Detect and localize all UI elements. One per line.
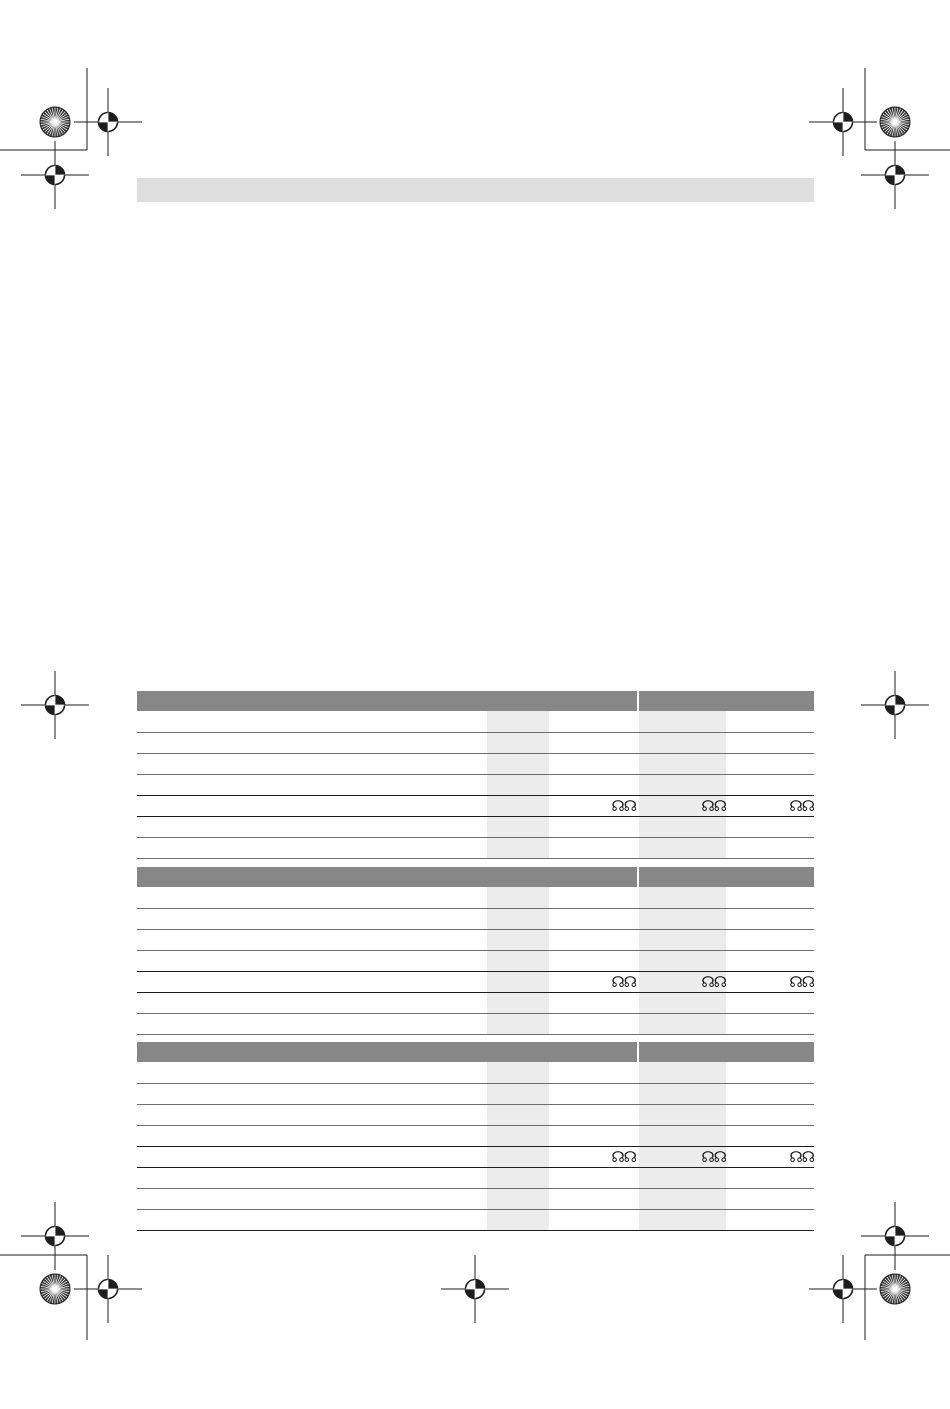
table-head-right: [639, 1042, 814, 1062]
table-row: [137, 1083, 814, 1084]
table-head-right: [639, 691, 814, 711]
shaded-column-1: [487, 711, 549, 858]
table-row: [137, 858, 814, 859]
table-row: [137, 971, 814, 972]
table-row: [137, 1013, 814, 1014]
table-row: [137, 1146, 814, 1147]
table-row: [137, 795, 814, 796]
table-row: [137, 816, 814, 817]
table-row: [137, 732, 814, 733]
table-row: [137, 950, 814, 951]
shaking-hands-symbol-icon: ☊☊: [701, 1148, 726, 1166]
spec-table-2: [137, 867, 814, 1034]
shaking-hands-symbol-icon: ☊☊: [701, 797, 726, 815]
table-row: [137, 1167, 814, 1168]
table-row: [137, 1188, 814, 1189]
table-head-left: [137, 1042, 637, 1062]
table-row: [137, 774, 814, 775]
shaded-column-1: [487, 887, 549, 1034]
shaking-hands-symbol-icon: ☊☊: [701, 973, 726, 991]
spec-table-1: [137, 691, 814, 859]
shaded-column-2: [639, 887, 726, 1034]
spec-table-3: [137, 1042, 814, 1226]
table-row: [137, 1034, 814, 1035]
table-head-left: [137, 867, 637, 887]
table-row: [137, 1230, 814, 1231]
table-row: [137, 992, 814, 993]
table-row: [137, 1125, 814, 1126]
shaded-column-2: [639, 711, 726, 858]
shaking-hands-symbol-icon: ☊☊: [611, 1148, 636, 1166]
shaking-hands-symbol-icon: ☊☊: [611, 797, 636, 815]
shaking-hands-symbol-icon: ☊☊: [611, 973, 636, 991]
table-row: [137, 837, 814, 838]
shaking-hands-symbol-icon: ☊☊: [789, 973, 814, 991]
shaking-hands-symbol-icon: ☊☊: [789, 1148, 814, 1166]
page-header-band: [137, 178, 814, 202]
table-head-left: [137, 691, 637, 711]
shaking-hands-symbol-icon: ☊☊: [789, 797, 814, 815]
table-row: [137, 908, 814, 909]
table-row: [137, 1209, 814, 1210]
table-row: [137, 1104, 814, 1105]
table-row: [137, 929, 814, 930]
table-row: [137, 753, 814, 754]
table-head-right: [639, 867, 814, 887]
